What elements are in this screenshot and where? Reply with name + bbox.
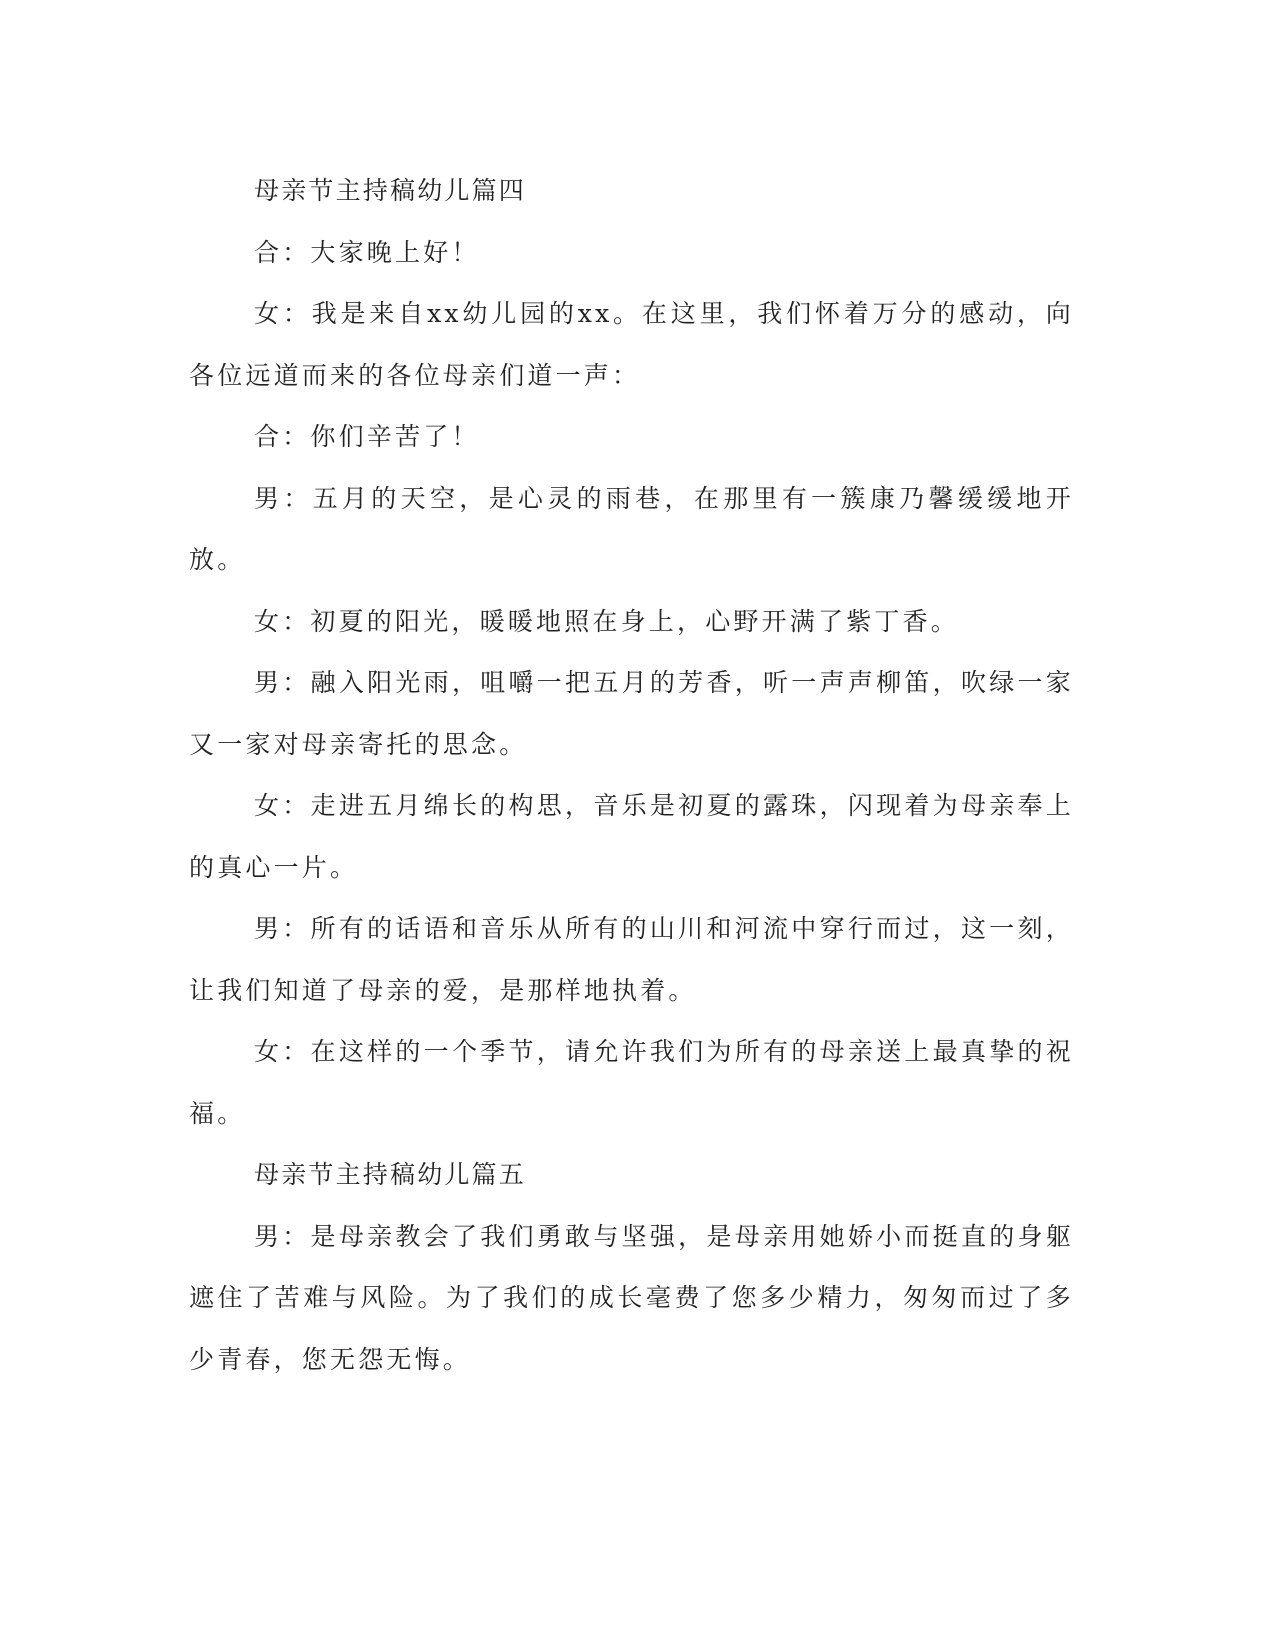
document-body bbox=[189, 160, 1074, 1390]
paragraph: 女：在这样的一个季节，请允许我们为所有的母亲送上最真挚的祝福。 bbox=[189, 1037, 1074, 1128]
paragraph: 男：融入阳光雨，咀嚼一把五月的芳香，听一声声柳笛，吹绿一家又一家对母亲寄托的思念。 bbox=[189, 668, 1074, 759]
paragraph: 女：走进五月绵长的构思，音乐是初夏的露珠，闪现着为母亲奉上的真心一片。 bbox=[189, 791, 1074, 882]
paragraph: 女：初夏的阳光，暖暖地照在身上，心野开满了紫丁香。 bbox=[254, 606, 960, 636]
paragraph: 合：大家晚上好！ bbox=[254, 237, 480, 267]
section-heading: 母亲节主持稿幼儿篇四 bbox=[254, 176, 527, 205]
paragraph: 男：所有的话语和音乐从所有的山川和河流中穿行而过，这一刻，让我们知道了母亲的爱，是那样地执着。 bbox=[189, 914, 1074, 1005]
paragraph: 男：五月的天空，是心灵的雨巷，在那里有一簇康乃馨缓缓地开放。 bbox=[189, 483, 1074, 574]
section-heading: 母亲节主持稿幼儿篇五 bbox=[254, 1160, 527, 1189]
paragraph: 合：你们辛苦了！ bbox=[254, 422, 480, 451]
paragraph: 男：是母亲教会了我们勇敢与坚强，是母亲用她娇小而挺直的身躯遮住了苦难与风险。为了我们的成长毫费了您多少精力，匆匆而过了多少青春，您无怨无悔。 bbox=[189, 1221, 1074, 1374]
paragraph: 女：我是来自xx幼儿园的xx。在这里，我们怀着万分的感动，向各位远道而来的各位母亲们道一声： bbox=[189, 299, 1074, 390]
